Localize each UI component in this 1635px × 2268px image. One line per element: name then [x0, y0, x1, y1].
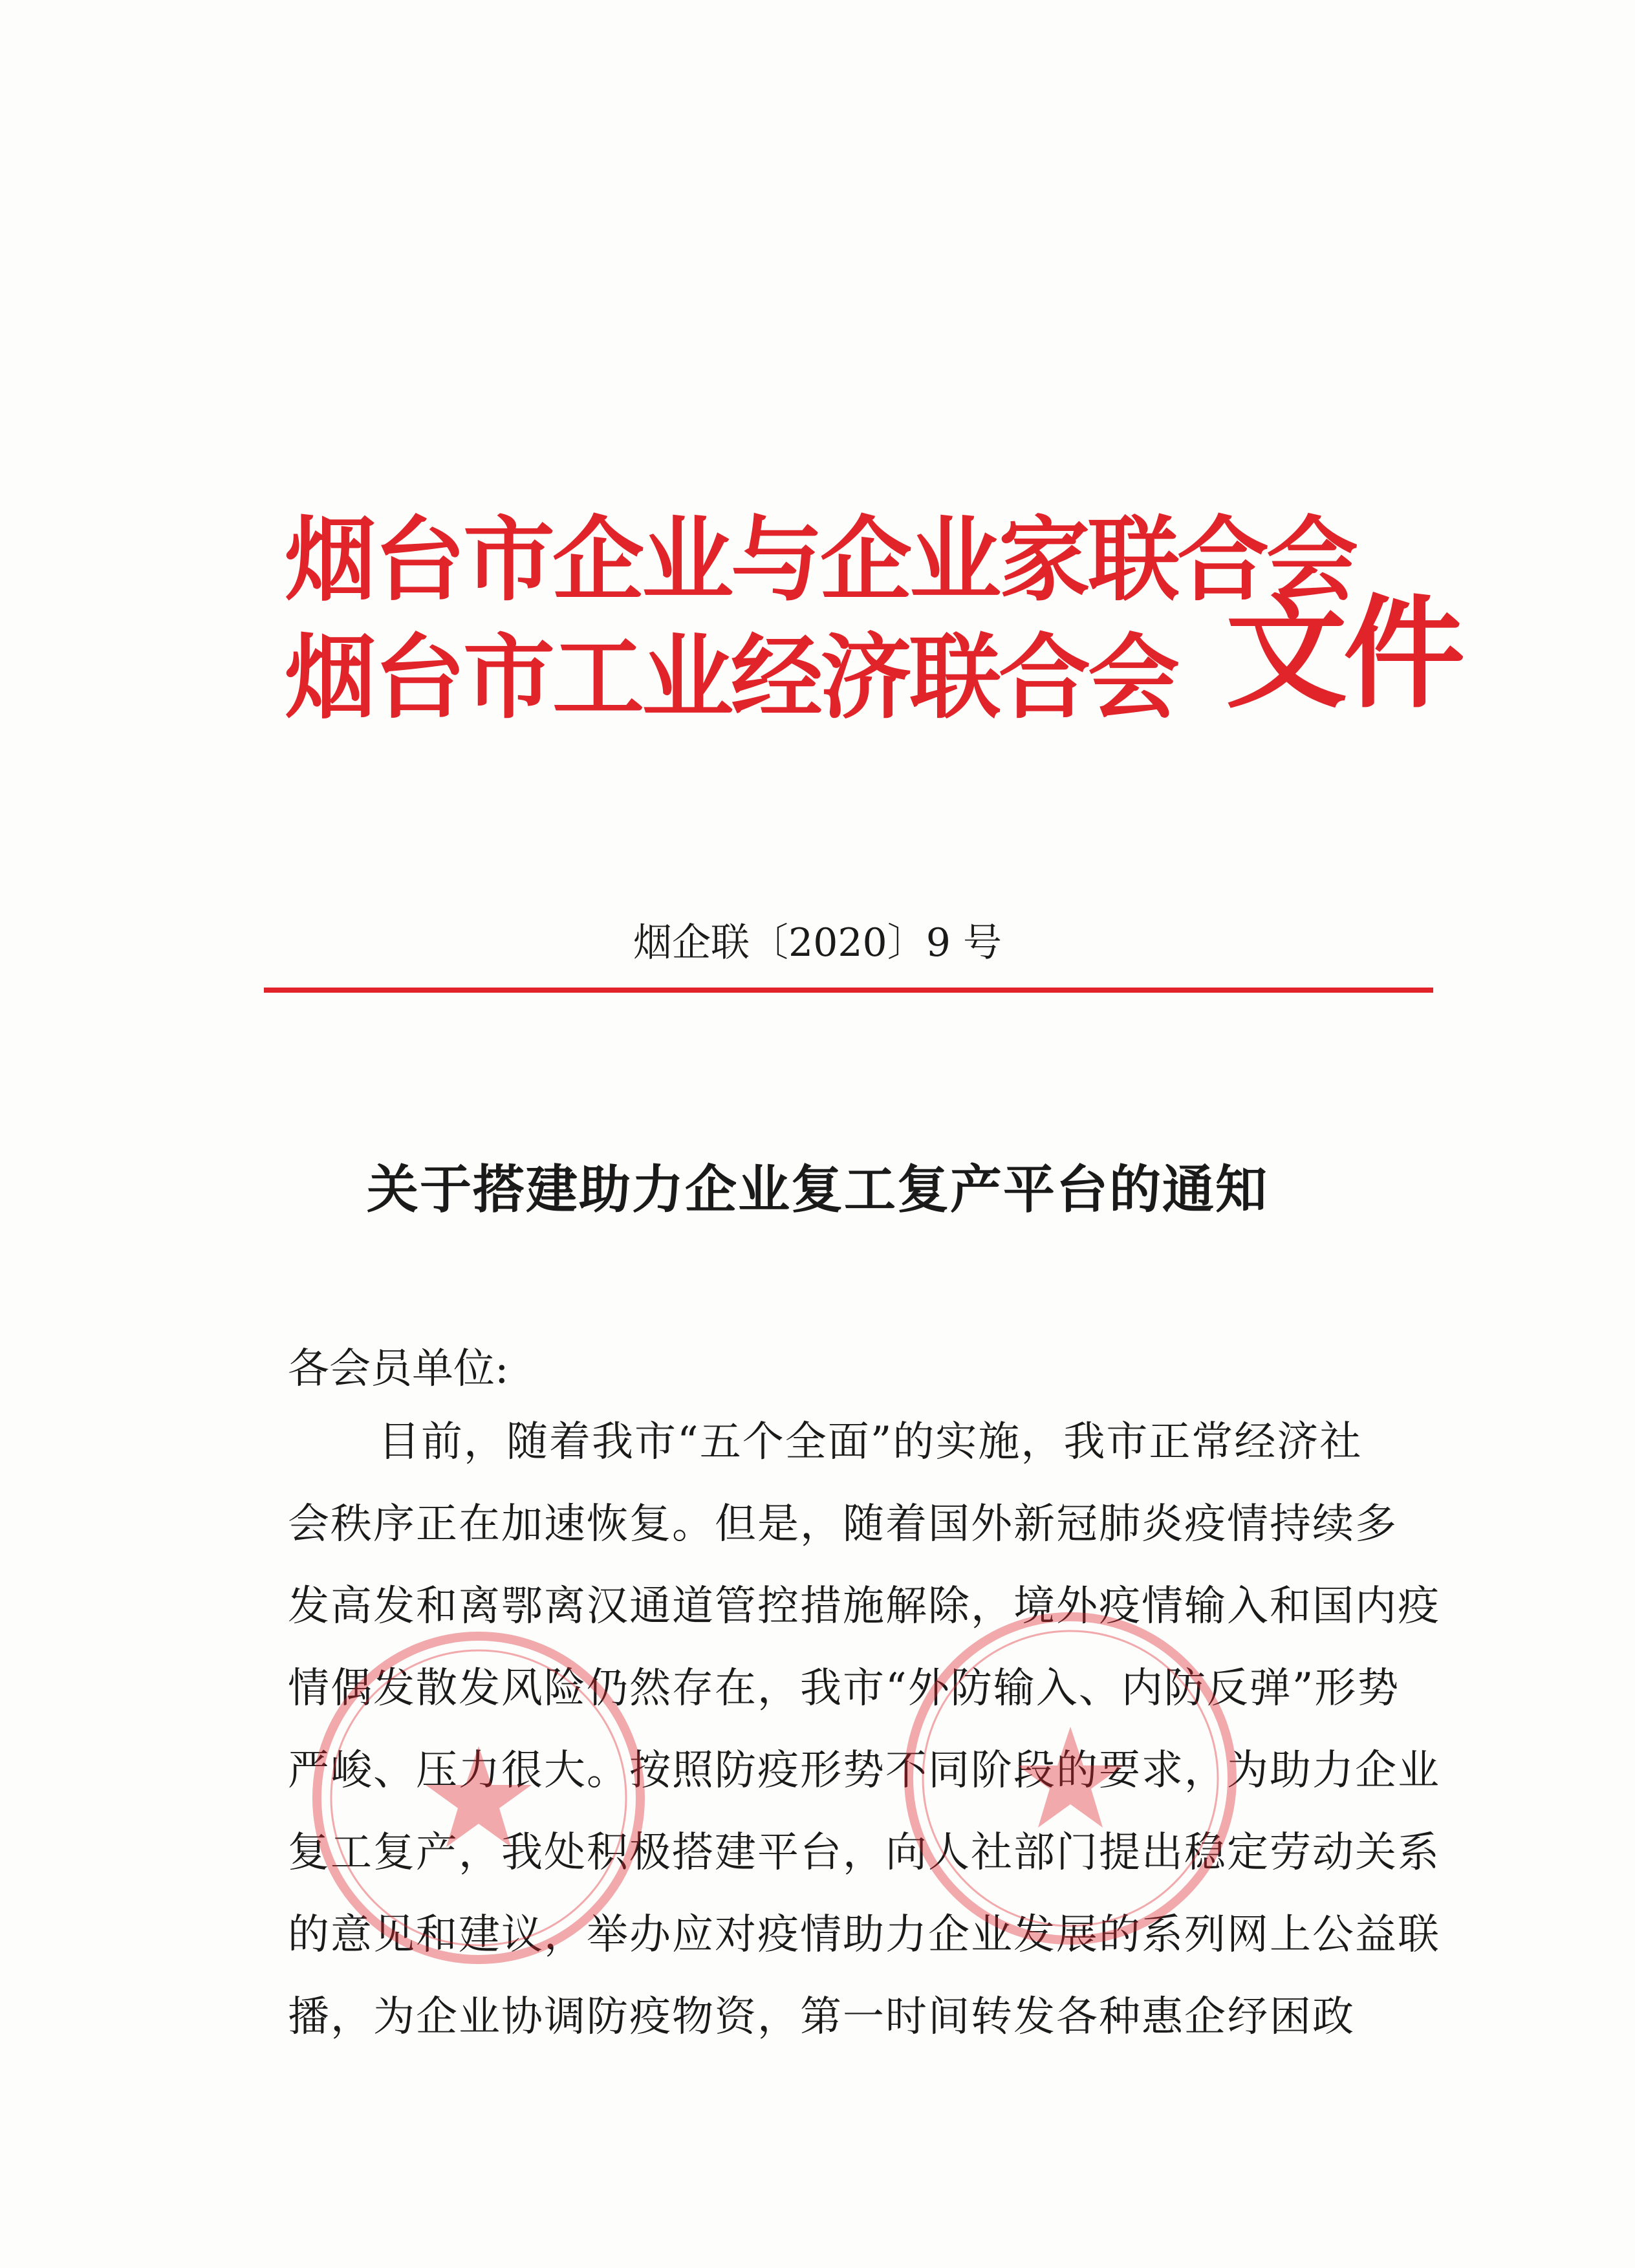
org-name-1: 烟台市企业与企业家联合会 [285, 506, 1356, 614]
red-separator-line [264, 988, 1433, 993]
body-line: 目前，随着我市“五个全面”的实施，我市正常经济社 [378, 1418, 1363, 1466]
official-seal-right [896, 1604, 1245, 1953]
org-name-2: 烟台市工业经济联合会 [285, 624, 1177, 731]
body-line: 的意见和建议，举办应对疫情助力企业发展的系列网上公益联 [288, 1911, 1440, 1959]
document-type-label: 文件 [1226, 582, 1461, 725]
document-number: 烟企联〔2020〕9 号 [633, 920, 1002, 966]
salutation: 各会员单位: [288, 1345, 509, 1393]
body-line: 播，为企业协调防疫物资，第一时间转发各种惠企纾困政 [288, 1993, 1355, 2041]
official-seal-left [304, 1623, 653, 1972]
document-title: 关于搭建助力企业复工复产平台的通知 [367, 1159, 1268, 1220]
seal-star-icon [1017, 1727, 1123, 1828]
body-line: 会秩序正在加速恢复。但是，随着国外新冠肺炎疫情持续多 [288, 1500, 1398, 1548]
body-line: 发高发和离鄂离汉通道管控措施解除，境外疫情输入和国内疫 [288, 1582, 1440, 1630]
body-line: 严峻、压力很大。按照防疫形势不同阶段的要求，为助力企业 [288, 1747, 1440, 1795]
seal-star-icon [426, 1746, 532, 1847]
body-line: 复工复产，我处积极搭建平台，向人社部门提出稳定劳动关系 [288, 1829, 1440, 1877]
issuing-organizations [285, 501, 1356, 737]
body-line: 情偶发散发风险仍然存在，我市“外防输入、内防反弹”形势 [288, 1665, 1400, 1712]
